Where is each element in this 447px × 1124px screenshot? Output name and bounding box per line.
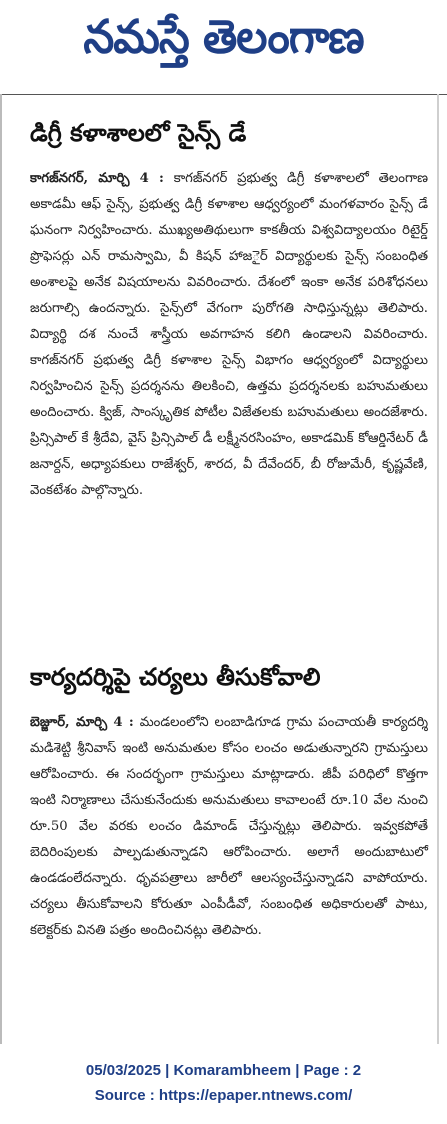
article-headline: డిగ్రీ కళాశాలలో సైన్స్ డే <box>30 119 247 147</box>
article-body <box>0 166 428 504</box>
article-dateline: కాగజ్‌నగర్, మార్చి 4 : <box>30 171 164 186</box>
footer-source-link[interactable]: Source : https://epaper.ntnews.com/ <box>94 1087 353 1104</box>
masthead <box>0 0 447 86</box>
article-text: కాగజ్‌నగర్ ప్రభుత్వ డిగ్రీ కళాశాలలో తెలంగాణ అకాడమీ ఆఫ్ సైన్స్, ప్రభుత్వ డిగ్రీ కళాశాల ఆధ్వర్యంలో మంగళవారం సైన్స్ డే ఘనంగా నిర్వహించారు. ముఖ్యఅతిథులుగా కాకతీయ విశ్వవిద్యాలయం రిటైర్డ్ ప్రొఫెసర్లు ఎన్ రామస్వామి, వీ కిషన్ హాజర్ై విద్యార్థులకు సైన్స్ సంబంధిత అంశాలపై అనేక విషయాలను వివరించారు. దేశంలో ఇంకా అనేక పరిశోధనలు జరుగాల్సి ఉందన్నారు. సైన్స్‌లో వేగంగా పురోగతి సాధిస్తున్నట్లు తెలిపారు. విద్యార్థి దశ నుంచే శాస్త్రీయ అవగాహన కలిగి ఉండాలని వివరించారు. కాగజ్‌నగర్ ప్రభుత్వ డిగ్రీ కళాశాల సైన్స్ విభాగం ఆధ్వర్యంలో విద్యార్థులు నిర్వహించిన సైన్స్ ప్రదర్శనను తిలకించి, ఉత్తమ ప్రదర్శనలకు బహుమతులు అందించారు. క్విజ్, సాంస్కృతిక పోటీల విజేతలకు బహుమతులు అందజేశారు. ప్రిన్సిపాల్ కే శ్రీదేవి, వైస్ ప్రిన్సిపాల్ డీ లక్ష్మీనరసింహం, అకాడమిక్ కోఆర్డినేటర్ డీ జనార్దన్, అధ్యాపకులు రాజేశ్వర్, శారద, వీ దేవేందర్, బీ రోజుమేరీ, కృష్ణవేణి, వెంకటేశం పాల్గొన్నారు. <box>30 171 428 498</box>
masthead-divider <box>0 94 447 95</box>
newspaper-logo: నమస్తే తెలంగాణ <box>83 10 364 64</box>
article-science-day <box>0 114 447 504</box>
article-secretary-action <box>0 658 447 944</box>
article-text: మండలంలోని లంబాడిగూడ గ్రామ పంచాయతీ కార్యదర్శి మడిశెట్టి శ్రీనివాస్ ఇంటి అనుమతుల కోసం లంచం అడుతున్నారని గ్రామస్తులు ఆరోపించారు. ఈ సందర్భంగా గ్రామస్తులు మాట్లాడారు. జీపీ పరిధిలో కొత్తగా ఇంటి నిర్మాణాలు చేసుకునేందుకు అనుమతులు కావాలంటే రూ.10 వేల నుంచి రూ.50 వేల వరకు లంచం డిమాండ్ చేస్తున్నట్లు తెలిపారు. ఇవ్వకపోతే బెదిరింపులకు పాల్పడుతున్నాడని ఆరోపించారు. అలాగే అందుబాటులో ఉండడంలేదన్నారు. ధృవపత్రాలు జారీలో ఆలస్యంచేస్తున్నాడని వాపోయారు. చర్యలు తీసుకోవాలని కోరుతూ ఎంపీడీవో, సంబంధిత అధికారులతో పాటు, కలెక్టర్‌కు వినతి పత్రం అందించినట్లు తెలిపారు. <box>30 715 429 938</box>
footer-date-edition: 05/03/2025 | Komarambheem | Page : 2 <box>85 1062 362 1079</box>
article-body <box>0 710 428 944</box>
article-headline: కార్యదర్శిపై చర్యలు తీసుకోవాలి <box>30 663 321 691</box>
article-dateline: బెజ్జూర్, మార్చి 4 : <box>30 715 134 730</box>
